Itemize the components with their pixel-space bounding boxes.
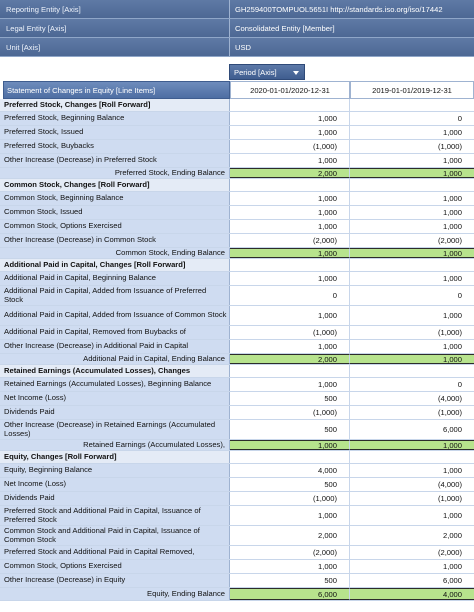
row-label[interactable]: Other Increase (Decrease) in Preferred Stock — [0, 154, 230, 167]
table-row — [0, 326, 474, 340]
value-2020[interactable]: 500 — [230, 420, 350, 439]
table-row — [0, 192, 474, 206]
value-2020[interactable]: (1,000) — [230, 406, 350, 419]
section-header-row — [0, 99, 474, 112]
value-2019[interactable]: 1,000 — [350, 168, 474, 178]
value-2019[interactable]: 0 — [350, 286, 474, 305]
row-label[interactable]: Common Stock, Changes [Roll Forward] — [0, 179, 230, 191]
chevron-down-icon — [293, 71, 299, 75]
value-2020[interactable]: 1,000 — [230, 192, 350, 205]
value-2020[interactable]: 1,000 — [230, 378, 350, 391]
table-row — [0, 420, 474, 440]
value-2020[interactable]: 2,000 — [230, 168, 350, 178]
value-2019[interactable]: (1,000) — [350, 406, 474, 419]
table-row — [0, 526, 474, 546]
row-label[interactable]: Net Income (Loss) — [0, 392, 230, 405]
table-row — [0, 378, 474, 392]
period-column-2020: 2020-01-01/2020-12-31 — [230, 81, 350, 99]
row-label[interactable]: Preferred Stock, Ending Balance — [0, 168, 230, 178]
row-label[interactable]: Common Stock, Ending Balance — [0, 248, 230, 258]
row-label[interactable]: Additional Paid in Capital, Removed from Buybacks of — [0, 326, 230, 339]
row-label[interactable]: Common Stock, Issued — [0, 206, 230, 219]
row-label[interactable]: Preferred Stock and Additional Paid in Capital, Issuance of Preferred Stock — [0, 506, 230, 525]
value-2019[interactable]: 1,000 — [350, 506, 474, 525]
value-2019[interactable]: 1,000 — [350, 560, 474, 573]
value-2020[interactable]: 2,000 — [230, 526, 350, 545]
value-2019[interactable]: (1,000) — [350, 140, 474, 153]
table-row — [0, 506, 474, 526]
row-label[interactable]: Retained Earnings (Accumulated Losses), — [0, 440, 230, 450]
value-2019[interactable]: 1,000 — [350, 272, 474, 285]
table-row — [0, 392, 474, 406]
period-axis-label: Period [Axis] — [234, 68, 277, 77]
row-label[interactable]: Additional Paid in Capital, Ending Balance — [0, 354, 230, 364]
section-header-row — [0, 259, 474, 272]
value-2020[interactable]: (2,000) — [230, 234, 350, 247]
row-label[interactable]: Common Stock, Options Exercised — [0, 560, 230, 573]
value-2020[interactable]: 500 — [230, 392, 350, 405]
row-label[interactable]: Other Increase (Decrease) in Common Stock — [0, 234, 230, 247]
value-2019[interactable]: (1,000) — [350, 492, 474, 505]
table-row — [0, 206, 474, 220]
value-2020[interactable]: (1,000) — [230, 326, 350, 339]
value-2019[interactable] — [350, 365, 474, 377]
total-row — [0, 354, 474, 365]
value-2019[interactable]: 1,000 — [350, 354, 474, 364]
value-2020[interactable]: 1,000 — [230, 248, 350, 258]
row-label[interactable]: Net Income (Loss) — [0, 478, 230, 491]
value-2019[interactable]: 1,000 — [350, 440, 474, 450]
table-row — [0, 340, 474, 354]
row-label[interactable]: Preferred Stock, Changes [Roll Forward] — [0, 99, 230, 111]
value-2019[interactable] — [350, 451, 474, 463]
row-label[interactable]: Additional Paid in Capital, Added from Issuance of Common Stock — [0, 306, 230, 325]
unit-row — [0, 38, 474, 57]
value-2019[interactable]: 0 — [350, 378, 474, 391]
value-2020[interactable] — [230, 451, 350, 463]
value-2020[interactable]: 1,000 — [230, 112, 350, 125]
row-label[interactable]: Dividends Paid — [0, 492, 230, 505]
total-row — [0, 248, 474, 259]
period-axis-dropdown[interactable] — [229, 64, 305, 80]
value-2020[interactable]: 1,000 — [230, 440, 350, 450]
total-row — [0, 588, 474, 601]
unit-label: Unit [Axis] — [0, 38, 230, 56]
table-row — [0, 220, 474, 234]
value-2019[interactable]: (2,000) — [350, 234, 474, 247]
table-row — [0, 546, 474, 560]
value-2019[interactable] — [350, 99, 474, 111]
table-row — [0, 406, 474, 420]
value-2020[interactable]: 6,000 — [230, 588, 350, 600]
table-row — [0, 126, 474, 140]
reporting-entity-value[interactable]: GH259400TOMPUOL5651I http://standards.iso.org/iso/17442 — [230, 0, 474, 18]
value-2020[interactable]: 0 — [230, 286, 350, 305]
row-label[interactable]: Preferred Stock, Beginning Balance — [0, 112, 230, 125]
table-row — [0, 234, 474, 248]
row-label[interactable]: Common Stock and Additional Paid in Capital, Issuance of Common Stock — [0, 526, 230, 545]
table-row — [0, 140, 474, 154]
value-2019[interactable]: 1,000 — [350, 154, 474, 167]
value-2019[interactable]: 1,000 — [350, 220, 474, 233]
value-2020[interactable]: 1,000 — [230, 126, 350, 139]
period-column-2019: 2019-01-01/2019-12-31 — [350, 81, 474, 99]
row-label[interactable]: Dividends Paid — [0, 406, 230, 419]
total-row — [0, 168, 474, 179]
value-2019[interactable]: (4,000) — [350, 478, 474, 491]
total-row — [0, 440, 474, 451]
value-2019[interactable]: (1,000) — [350, 326, 474, 339]
table-row — [0, 112, 474, 126]
section-header-row — [0, 451, 474, 464]
value-2020[interactable]: 1,000 — [230, 560, 350, 573]
row-label[interactable]: Other Increase (Decrease) in Additional Paid in Capital — [0, 340, 230, 353]
table-row — [0, 306, 474, 326]
value-2020[interactable] — [230, 179, 350, 191]
value-2019[interactable]: 0 — [350, 112, 474, 125]
value-2020[interactable] — [230, 99, 350, 111]
table-row — [0, 154, 474, 168]
legal-entity-value[interactable]: Consolidated Entity [Member] — [230, 19, 474, 37]
value-2019[interactable]: 1,000 — [350, 206, 474, 219]
row-label[interactable]: Retained Earnings (Accumulated Losses), Changes — [0, 365, 230, 377]
row-label[interactable]: Other Increase (Decrease) in Retained Earnings (Accumulated Losses) — [0, 420, 230, 439]
reporting-entity-label: Reporting Entity [Axis] — [0, 0, 230, 18]
value-2020[interactable]: 500 — [230, 478, 350, 491]
value-2020[interactable]: 1,000 — [230, 220, 350, 233]
table-row — [0, 464, 474, 478]
unit-value[interactable]: USD — [230, 38, 474, 56]
value-2019[interactable]: 1,000 — [350, 248, 474, 258]
row-label[interactable]: Additional Paid in Capital, Beginning Balance — [0, 272, 230, 285]
value-2020[interactable]: 1,000 — [230, 154, 350, 167]
table-row — [0, 478, 474, 492]
table-row — [0, 272, 474, 286]
value-2019[interactable]: 4,000 — [350, 588, 474, 600]
value-2020[interactable]: 1,000 — [230, 272, 350, 285]
value-2020[interactable]: 2,000 — [230, 354, 350, 364]
value-2020[interactable]: 1,000 — [230, 506, 350, 525]
legal-entity-row — [0, 19, 474, 38]
statement-table — [0, 99, 474, 601]
value-2019[interactable]: 1,000 — [350, 464, 474, 477]
value-2019[interactable]: 6,000 — [350, 574, 474, 587]
value-2020[interactable]: 1,000 — [230, 340, 350, 353]
row-label[interactable]: Equity, Ending Balance — [0, 588, 230, 600]
legal-entity-label: Legal Entity [Axis] — [0, 19, 230, 37]
value-2019[interactable]: 1,000 — [350, 126, 474, 139]
row-label[interactable]: Additional Paid in Capital, Changes [Roll Forward] — [0, 259, 230, 271]
value-2019[interactable] — [350, 259, 474, 271]
value-2019[interactable]: 6,000 — [350, 420, 474, 439]
value-2019[interactable] — [350, 179, 474, 191]
value-2020[interactable]: (2,000) — [230, 546, 350, 559]
column-header-row — [0, 81, 474, 99]
value-2020[interactable]: 500 — [230, 574, 350, 587]
row-label[interactable]: Other Increase (Decrease) in Equity — [0, 574, 230, 587]
line-items-header[interactable]: Statement of Changes in Equity [Line Items] — [3, 81, 230, 99]
section-header-row — [0, 179, 474, 192]
value-2019[interactable]: 2,000 — [350, 526, 474, 545]
value-2020[interactable]: (1,000) — [230, 492, 350, 505]
row-label[interactable]: Retained Earnings (Accumulated Losses), Beginning Balance — [0, 378, 230, 391]
section-header-row — [0, 365, 474, 378]
table-row — [0, 286, 474, 306]
table-row — [0, 560, 474, 574]
value-2019[interactable]: (2,000) — [350, 546, 474, 559]
value-2020[interactable]: (1,000) — [230, 140, 350, 153]
row-label[interactable]: Preferred Stock and Additional Paid in Capital Removed, — [0, 546, 230, 559]
value-2020[interactable]: 4,000 — [230, 464, 350, 477]
table-row — [0, 492, 474, 506]
value-2019[interactable]: 1,000 — [350, 192, 474, 205]
value-2019[interactable]: 1,000 — [350, 340, 474, 353]
row-label[interactable]: Preferred Stock, Buybacks — [0, 140, 230, 153]
reporting-entity-row — [0, 0, 474, 19]
row-label[interactable]: Equity, Beginning Balance — [0, 464, 230, 477]
row-label[interactable]: Preferred Stock, Issued — [0, 126, 230, 139]
row-label[interactable]: Equity, Changes [Roll Forward] — [0, 451, 230, 463]
value-2020[interactable]: 1,000 — [230, 306, 350, 325]
row-label[interactable]: Common Stock, Beginning Balance — [0, 192, 230, 205]
table-row — [0, 574, 474, 588]
value-2020[interactable] — [230, 365, 350, 377]
value-2020[interactable] — [230, 259, 350, 271]
value-2019[interactable]: 1,000 — [350, 306, 474, 325]
row-label[interactable]: Additional Paid in Capital, Added from Issuance of Preferred Stock — [0, 286, 230, 305]
value-2020[interactable]: 1,000 — [230, 206, 350, 219]
value-2019[interactable]: (4,000) — [350, 392, 474, 405]
row-label[interactable]: Common Stock, Options Exercised — [0, 220, 230, 233]
